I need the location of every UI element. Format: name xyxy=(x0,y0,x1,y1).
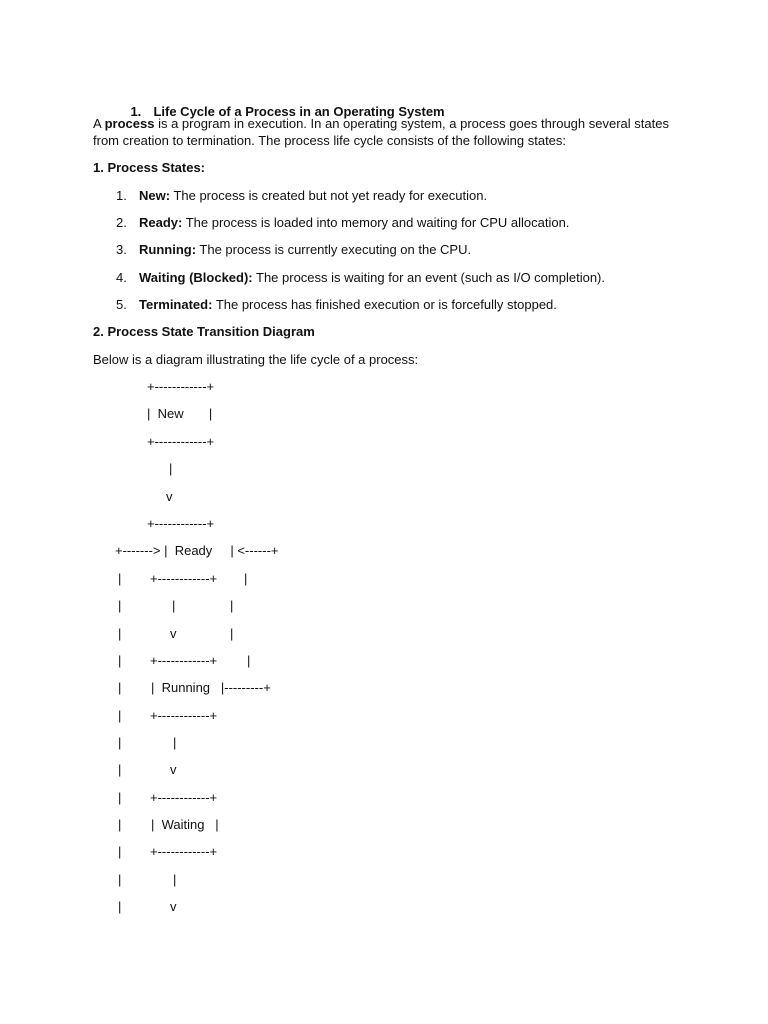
diagram-line: | Waiting | xyxy=(151,817,219,832)
diagram-line: | xyxy=(169,461,173,476)
diagram-line: v xyxy=(170,626,177,641)
diagram-line: +------------+ xyxy=(150,653,218,668)
diagram-intro: Below is a diagram illustrating the life cycle of a process: xyxy=(93,352,419,367)
state-item-terminated: 5. Terminated: The process has finished execution or is forcefully stopped. xyxy=(116,297,557,312)
diagram-line: | xyxy=(118,735,122,750)
intro-prefix: A xyxy=(93,116,105,131)
diagram-line: | xyxy=(230,626,234,641)
diagram-line: | xyxy=(118,762,122,777)
diagram-line: +------------+ xyxy=(147,379,215,394)
diagram-line: +------------+ xyxy=(150,844,218,859)
diagram-line: | xyxy=(173,735,177,750)
diagram-line: v xyxy=(170,762,177,777)
state-item-waiting: 4. Waiting (Blocked): The process is waiting for an event (such as I/O completion). xyxy=(116,270,605,285)
heading-title: Life Cycle of a Process in an Operating System xyxy=(153,104,445,119)
heading-number: 1. xyxy=(130,104,142,119)
diagram-line: | New | xyxy=(147,406,213,421)
state-item-running: 3. Running: The process is currently executing on the CPU. xyxy=(116,242,472,257)
diagram-line: +------------+ xyxy=(150,708,218,723)
diagram-line: | xyxy=(230,598,234,613)
intro-line1-rest: is a program in execution. In an operating system, a process goes through several states xyxy=(154,116,669,131)
diagram-line: | xyxy=(118,708,122,723)
diagram-line: | xyxy=(118,626,122,641)
diagram-line: | xyxy=(247,653,251,668)
diagram-line: | xyxy=(173,872,177,887)
diagram-line: +------------+ xyxy=(150,790,218,805)
diagram-line: | xyxy=(118,872,122,887)
diagram-line: | xyxy=(118,598,122,613)
diagram-line: | xyxy=(118,899,122,914)
diagram-line: | xyxy=(118,571,122,586)
state-item-new: 1. New: The process is created but not yet ready for execution. xyxy=(116,188,488,203)
diagram-line: +-------> | Ready | <------+ xyxy=(115,543,279,558)
diagram-line: | xyxy=(118,653,122,668)
diagram-line: | xyxy=(118,790,122,805)
diagram-line: | xyxy=(118,817,122,832)
diagram-line: | Running |---------+ xyxy=(151,680,271,695)
states-title: 1. Process States: xyxy=(93,160,206,175)
diagram-line: +------------+ xyxy=(147,516,215,531)
diagram-line: v xyxy=(166,489,173,504)
diagram-line: | xyxy=(172,598,176,613)
diagram-line: | xyxy=(118,844,122,859)
diagram-line: v xyxy=(170,899,177,914)
diagram-title: 2. Process State Transition Diagram xyxy=(93,324,315,339)
intro-line-1 xyxy=(93,116,669,132)
diagram-line: | xyxy=(244,571,248,586)
intro-term: process xyxy=(104,116,155,131)
state-item-ready: 2. Ready: The process is loaded into memory and waiting for CPU allocation. xyxy=(116,215,570,230)
diagram-line: +------------+ xyxy=(147,434,215,449)
diagram-line: | xyxy=(118,680,122,695)
intro-line-2: from creation to termination. The process life cycle consists of the following states: xyxy=(93,133,567,148)
diagram-line: +------------+ xyxy=(150,571,218,586)
